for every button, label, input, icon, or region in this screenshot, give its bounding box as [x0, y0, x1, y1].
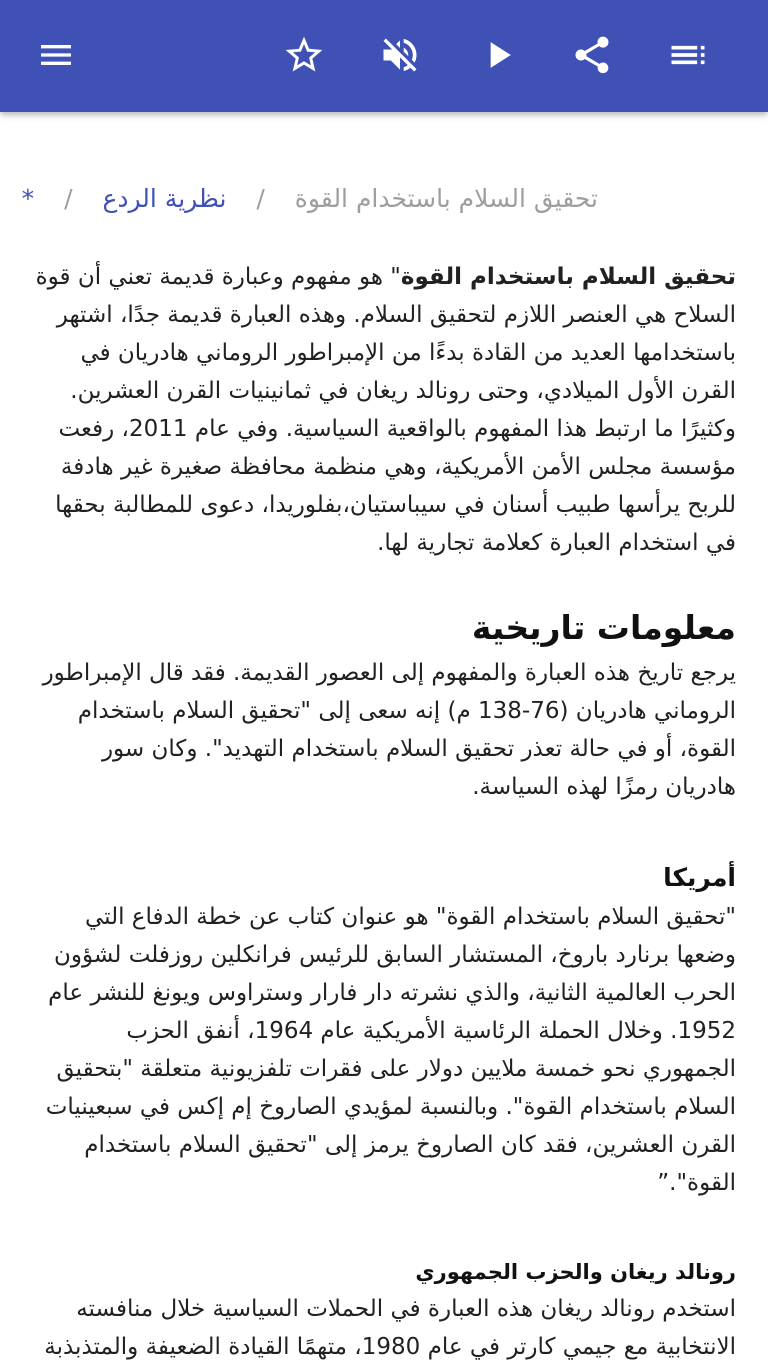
history-paragraph: يرجع تاريخ هذه العبارة والمفهوم إلى العصور القديمة. فقد قال الإمبراطور الروماني هادريان (76-138 م) إنه سعى إلى "تحقيق السلام باستخدام القوة، أو في حالة تعذر تحقيق السلام باستخدام التهديد". وكان سور هادريان رمزًا لهذه السياسة.	[42, 660, 736, 800]
bookmark-button[interactable]	[276, 27, 332, 83]
breadcrumb-root-link[interactable]: *	[21, 184, 35, 213]
breadcrumb-separator: /	[256, 184, 265, 213]
share-icon	[570, 33, 614, 77]
table-of-contents-icon	[666, 33, 710, 77]
mute-button[interactable]	[372, 27, 428, 83]
section-heading-history: معلومات تاريخية	[471, 608, 736, 647]
menu-icon	[36, 35, 76, 75]
play-button[interactable]	[470, 27, 526, 83]
breadcrumb-parent-link[interactable]: نظرية الردع	[102, 184, 227, 213]
section-heading-reagan: رونالد ريغان والحزب الجمهوري	[415, 1260, 736, 1284]
article-body	[32, 258, 736, 1366]
intro-paragraph	[32, 258, 736, 562]
breadcrumb-current: تحقيق السلام باستخدام القوة	[294, 184, 598, 213]
table-of-contents-button[interactable]	[660, 27, 716, 83]
article-content	[0, 112, 768, 1360]
breadcrumb-separator: /	[64, 184, 73, 213]
volume-off-icon	[378, 33, 422, 77]
app-bar	[0, 0, 768, 112]
breadcrumb	[22, 184, 598, 213]
menu-button[interactable]	[28, 27, 84, 83]
america-paragraph: "تحقيق السلام باستخدام القوة" هو عنوان كتاب عن خطة الدفاع التي وضعها برنارد باروخ، المستشار السابق للرئيس فرانكلين روزفلت لشؤون الحرب العالمية الثانية، والذي نشرته دار فارار وستراوس ويونغ للنشر عام 1952. وخلال الحملة الرئاسية الأمريكية عام 1964، أنفق الحزب الجمهوري نحو خمسة ملايين دولار على فقرات تلفزيونية متعلقة "بتحقيق السلام باستخدام القوة". وبالنسبة لمؤيدي الصاروخ إم إكس في سبعينيات القرن العشرين، فقد كان الصاروخ يرمز إلى "تحقيق السلام باستخدام القوة".”	[45, 904, 736, 1196]
play-icon	[476, 33, 520, 77]
intro-bold-term: تحقيق السلام باستخدام القوة	[400, 264, 736, 290]
intro-text: " هو مفهوم وعبارة قديمة تعني أن قوة السلاح هي العنصر اللازم لتحقيق السلام. وهذه العبارة قديمة جدًا، اشتهر باستخدامها العديد من القادة بدءًا من الإمبراطور الروماني هادريان في القرن الأول الميلادي، وحتى رونالد ريغان في ثمانينيات القرن العشرين. وكثيرًا ما ارتبط هذا المفهوم بالواقعية السياسية. وفي عام 2011، رفعت مؤسسة مجلس الأمن الأمريكية، وهي منظمة محافظة صغيرة غير هادفة للربح يرأسها طبيب أسنان في سيباستيان،بفلوريدا، دعوى للمطالبة بحقها في استخدام العبارة كعلامة تجارية لها.	[35, 264, 736, 556]
star-outline-icon	[282, 33, 326, 77]
reagan-paragraph: استخدم رونالد ريغان هذه العبارة في الحملات السياسية خلال منافسته الانتخابية مع جيمي كارتر في عام 1980، متهمًا القيادة الضعيفة والمتذبذبة	[44, 1296, 736, 1360]
section-heading-america: أمريكا	[663, 863, 736, 892]
share-button[interactable]	[564, 27, 620, 83]
